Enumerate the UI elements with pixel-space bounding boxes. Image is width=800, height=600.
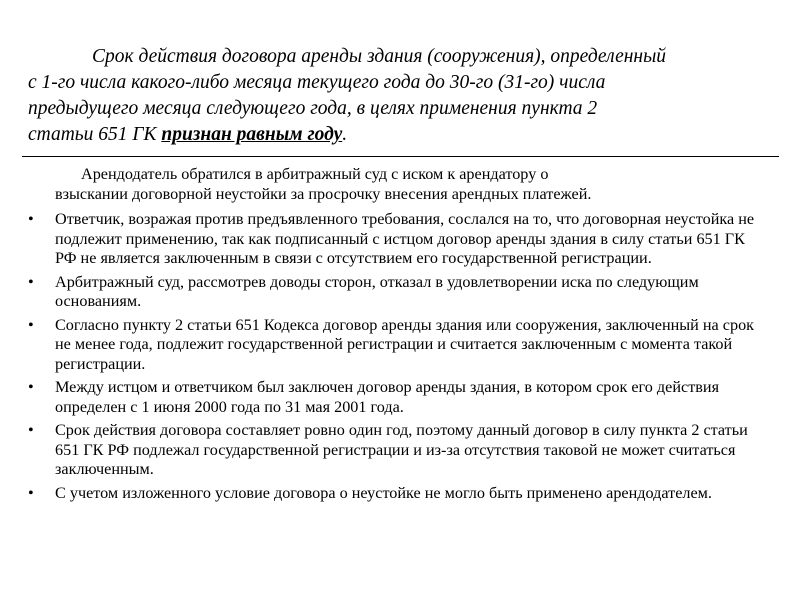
intro-paragraph [28, 165, 768, 204]
intro-line: взыскании договорной неустойки за просрочку внесения арендных платежей. [55, 184, 592, 203]
list-item-text: С учетом изложенного условие договора о неустойке не могло быть применено арендодателем. [55, 483, 712, 502]
list-item [28, 421, 768, 480]
list-item [28, 273, 768, 312]
list-item-text: Согласно пункту 2 статьи 651 Кодекса договор аренды здания или сооружения, заключенный на срок не менее года, подлежит государственной регистрации и считается заключенным с момента такой регистрации. [55, 315, 755, 373]
list-item [28, 378, 768, 417]
list-item-text: Арбитражный суд, рассмотрев доводы сторон, отказал в удовлетворении иска по следующим основаниям. [55, 272, 699, 310]
bullet-icon: • [28, 272, 34, 291]
slide-title [28, 44, 768, 148]
slide-body [28, 165, 768, 507]
list-item [28, 316, 768, 375]
bullet-icon: • [28, 483, 34, 502]
list-item-text: Срок действия договора составляет ровно один год, поэтому данный договор в силу пункта 2 статьи 651 ГК РФ подлежал государственной регистрации и из-за отсутствия таковой не может считаться заключенным. [55, 421, 748, 478]
list-item-text: Между истцом и ответчиком был заключен договор аренды здания, в котором срок его действия определен с 1 июня 2000 года по 31 мая 2001 года. [55, 378, 720, 416]
title-last-prefix: статьи 651 ГК [28, 124, 162, 145]
bullet-icon: • [28, 378, 34, 396]
title-line: Срок действия договора аренды здания (сооружения), определенный [92, 46, 667, 67]
bullet-list [28, 210, 768, 503]
title-line: предыдущего месяца следующего года, в целях применения пункта 2 [28, 98, 598, 119]
title-divider [22, 156, 779, 157]
title-emphasis: признан равным году [161, 124, 343, 145]
intro-line: Арендодатель обратился в арбитражный суд с иском к арендатору о [81, 165, 549, 183]
list-item [28, 484, 768, 504]
bullet-icon: • [28, 315, 34, 334]
bullet-icon: • [28, 421, 34, 439]
list-item [28, 210, 768, 269]
bullet-icon: • [28, 210, 34, 228]
title-last-line [28, 122, 768, 148]
list-item-text: Ответчик, возражая против предъявленного требования, сослался на то, что договорная неустойка не подлежит применению, так как подписанный с истцом договор аренды здания в силу статьи 651 ГК РФ не является заключенным в связи с отсутствием его государственной регистрации. [55, 210, 755, 267]
title-last-suffix: . [342, 124, 348, 145]
title-line: с 1-го числа какого-либо месяца текущего года до 30-го (31-го) числа [28, 72, 606, 93]
